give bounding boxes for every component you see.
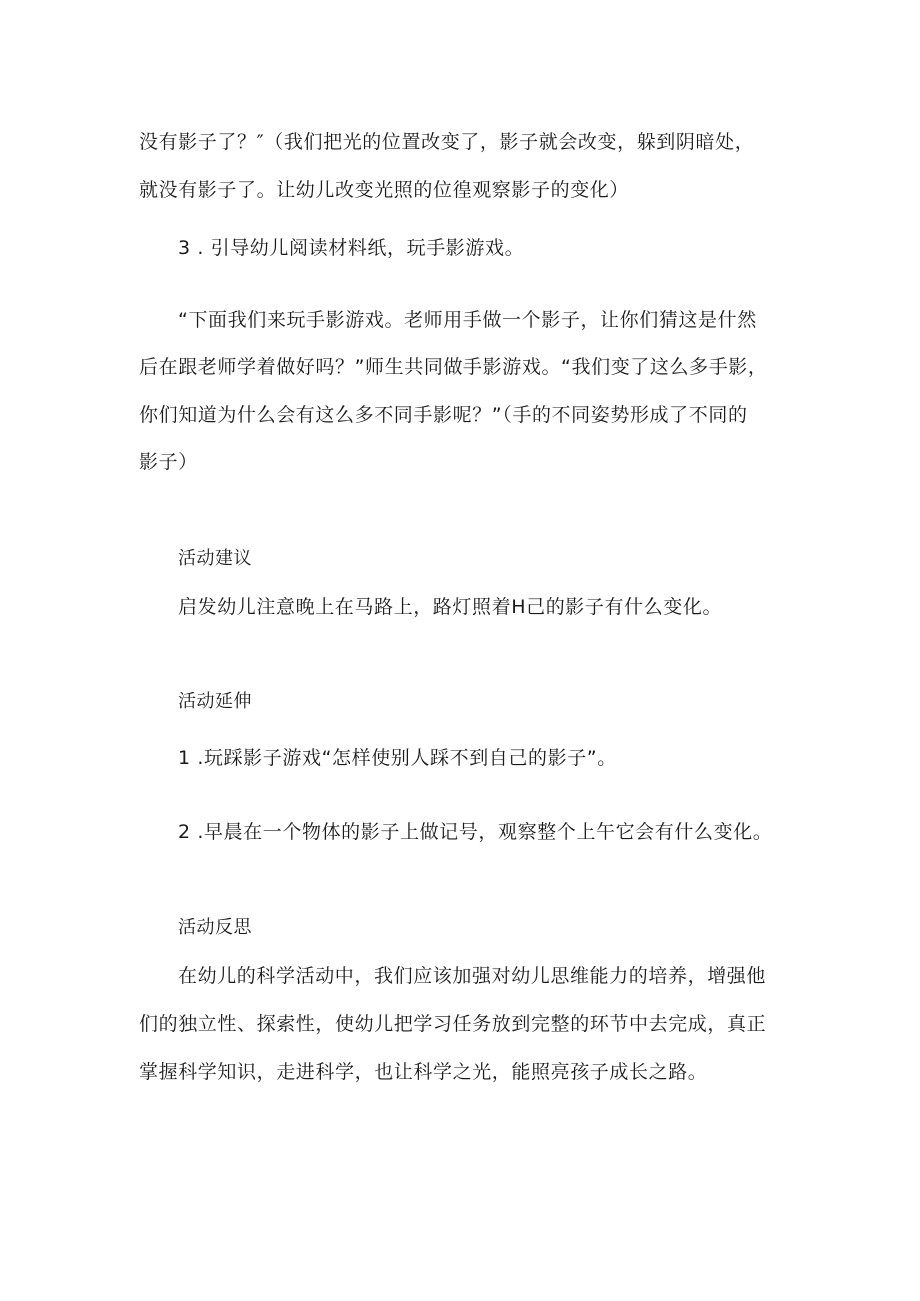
reflection-line-3: 掌握科学知识，走进科学，也让科学之光，能照亮孩子成长之路。 [139,1061,708,1083]
paragraph-3-line-3: 你们知道为什么会有这么多不同手影呢？”（手的不同姿势形成了不同的 [139,404,748,426]
paragraph-3-line-2: 后在跟老师学着做好吗？”师生共同做手影游戏。“我们变了这么多手影， [139,356,768,378]
paragraph-1-line-2: 就没有影子了。让幼儿改变光照的位徨观察影子的变化） [139,179,630,201]
heading-activity-reflection: 活动反思 [178,917,252,938]
step-3-line: 3 . 引导幼儿阅读材料纸，玩手影游戏。 [178,237,525,259]
reflection-line-2: 们的独立性、探索性，使幼儿把学习任务放到完整的环节中去完成，真正 [139,1013,767,1035]
paragraph-1-line-1: 没有影子了？″（我们把光的位置改变了，影子就会改变，躲到阴暗处， [139,131,755,153]
paragraph-3-line-4: 影子） [139,451,198,473]
extension-item-2: 2 .早晨在一个物体的影子上做记号，观察整个上午它会有什么变化。 [178,821,773,843]
paragraph-3-line-1: “下面我们来玩手影游戏。老师用手做一个影子，让你们猜这是什然 [178,309,757,331]
extension-item-1: 1 .玩踩影子游戏“怎样使别人踩不到自己的影子”。 [178,747,617,769]
reflection-line-1: 在幼儿的科学活动中，我们应该加强对幼儿思维能力的培养，增强他 [178,965,767,987]
suggestion-text: 启发幼儿注意晚上在马路上，路灯照着H己的影子有什么变化。 [178,596,723,618]
heading-activity-suggestion: 活动建议 [178,548,252,569]
heading-activity-extension: 活动延伸 [178,691,252,712]
